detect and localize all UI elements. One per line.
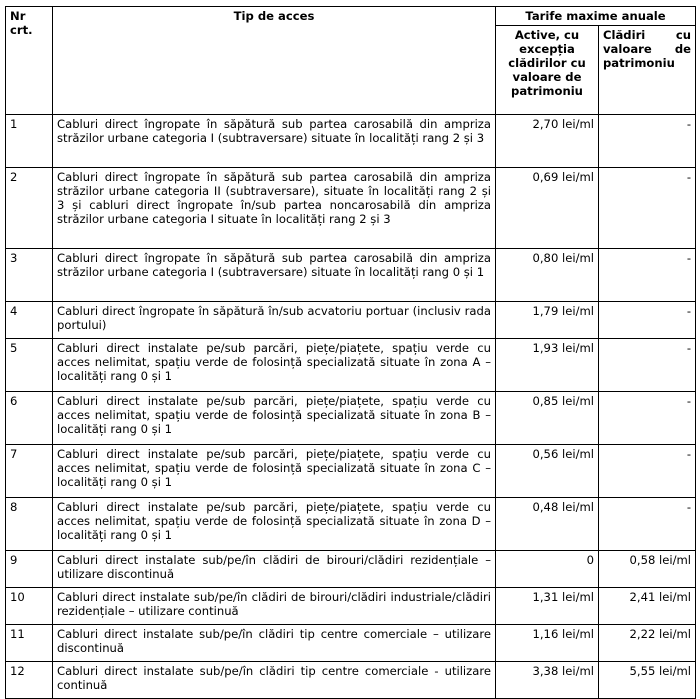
row-tariff-active: 0,80 lei/ml xyxy=(496,249,599,302)
row-tariff-active: 0 xyxy=(496,551,599,588)
row-nr: 3 xyxy=(6,249,53,302)
row-nr: 9 xyxy=(6,551,53,588)
row-nr: 11 xyxy=(6,625,53,662)
tariff-table xyxy=(5,6,696,699)
table-row xyxy=(6,498,696,551)
row-nr: 1 xyxy=(6,115,53,168)
header-tip-acces: Tip de acces xyxy=(53,7,496,115)
row-description: Cabluri direct instalate sub/pe/în clădiri tip centre comerciale – utilizare discontinuă xyxy=(53,625,496,662)
row-nr: 12 xyxy=(6,662,53,699)
table-row xyxy=(6,662,696,699)
row-nr: 7 xyxy=(6,445,53,498)
row-description: Cabluri direct instalate pe/sub parcări, piețe/piațete, spațiu verde cu acces nelimitat, spațiu verde de folosință specializată situate în zona D – localități rang 0 și 1 xyxy=(53,498,496,551)
table-row xyxy=(6,168,696,249)
row-tariff-active: 1,16 lei/ml xyxy=(496,625,599,662)
row-tariff-patrimoniu: - xyxy=(599,302,696,339)
row-tariff-patrimoniu: - xyxy=(599,445,696,498)
table-row xyxy=(6,392,696,445)
row-tariff-active: 1,79 lei/ml xyxy=(496,302,599,339)
row-description: Cabluri direct îngropate în săpătură sub partea carosabilă din ampriza străzilor urbane categoria I (subtraversare) situate în localități rang 2 și 3 xyxy=(53,115,496,168)
row-nr: 10 xyxy=(6,588,53,625)
row-tariff-patrimoniu: - xyxy=(599,392,696,445)
row-nr: 8 xyxy=(6,498,53,551)
row-nr: 6 xyxy=(6,392,53,445)
row-tariff-patrimoniu: 2,41 lei/ml xyxy=(599,588,696,625)
header-patrimoniu: Clădiri cu valoare de patrimoniu xyxy=(599,26,696,115)
row-description: Cabluri direct instalate pe/sub parcări, piețe/piațete, spațiu verde cu acces nelimitat, spațiu verde de folosință specializată situate în zona B – localități rang 0 și 1 xyxy=(53,392,496,445)
row-description: Cabluri direct instalate sub/pe/în clădiri de birouri/clădiri rezidențiale – utilizare discontinuă xyxy=(53,551,496,588)
row-tariff-active: 0,69 lei/ml xyxy=(496,168,599,249)
row-description: Cabluri direct instalate pe/sub parcări, piețe/piațete, spațiu verde cu acces nelimitat, spațiu verde de folosință specializată situate în zona A – localități rang 0 și 1 xyxy=(53,339,496,392)
table-body xyxy=(6,115,696,699)
row-tariff-patrimoniu: - xyxy=(599,115,696,168)
table-row xyxy=(6,445,696,498)
table-row xyxy=(6,625,696,662)
row-description: Cabluri direct îngropate în săpătură în/sub acvatoriu portuar (inclusiv rada portului) xyxy=(53,302,496,339)
row-tariff-patrimoniu: 5,55 lei/ml xyxy=(599,662,696,699)
row-description: Cabluri direct îngropate în săpătură sub partea carosabilă din ampriza străzilor urbane categoria I (subtraversare) situate în localități rang 0 și 1 xyxy=(53,249,496,302)
table-row xyxy=(6,249,696,302)
row-tariff-patrimoniu: - xyxy=(599,498,696,551)
row-tariff-active: 0,56 lei/ml xyxy=(496,445,599,498)
header-nr: Nr crt. xyxy=(6,7,53,115)
table-row xyxy=(6,588,696,625)
row-nr: 5 xyxy=(6,339,53,392)
table-row xyxy=(6,339,696,392)
row-tariff-active: 0,85 lei/ml xyxy=(496,392,599,445)
row-description: Cabluri direct instalate sub/pe/în clădiri de birouri/clădiri industriale/clădiri rezidențiale – utilizare continuă xyxy=(53,588,496,625)
table-row xyxy=(6,302,696,339)
header-active: Active, cu excepția clădirilor cu valoare de patrimoniu xyxy=(496,26,599,115)
header-row xyxy=(6,7,696,26)
row-tariff-active: 2,70 lei/ml xyxy=(496,115,599,168)
row-tariff-active: 0,48 lei/ml xyxy=(496,498,599,551)
row-tariff-active: 3,38 lei/ml xyxy=(496,662,599,699)
row-tariff-active: 1,31 lei/ml xyxy=(496,588,599,625)
row-tariff-patrimoniu: 0,58 lei/ml xyxy=(599,551,696,588)
row-nr: 4 xyxy=(6,302,53,339)
row-tariff-patrimoniu: - xyxy=(599,168,696,249)
row-description: Cabluri direct îngropate în săpătură sub partea carosabilă din ampriza străzilor urbane categoria II (subtraversare), situate în localități rang 2 și 3 și cabluri direct îngropate în/sub partea noncarosabilă din ampriza străzilor urbane categoria I situate în localități rang 2 și 3 xyxy=(53,168,496,249)
row-description: Cabluri direct instalate pe/sub parcări, piețe/piațete, spațiu verde cu acces nelimitat, spațiu verde de folosință specializată situate în zona C – localități rang 0 și 1 xyxy=(53,445,496,498)
row-tariff-patrimoniu: - xyxy=(599,339,696,392)
table-row xyxy=(6,115,696,168)
row-nr: 2 xyxy=(6,168,53,249)
row-description: Cabluri direct instalate sub/pe/în clădiri tip centre comerciale - utilizare continuă xyxy=(53,662,496,699)
header-tarife: Tarife maxime anuale xyxy=(496,7,696,26)
row-tariff-patrimoniu: - xyxy=(599,249,696,302)
row-tariff-patrimoniu: 2,22 lei/ml xyxy=(599,625,696,662)
table-row xyxy=(6,551,696,588)
row-tariff-active: 1,93 lei/ml xyxy=(496,339,599,392)
